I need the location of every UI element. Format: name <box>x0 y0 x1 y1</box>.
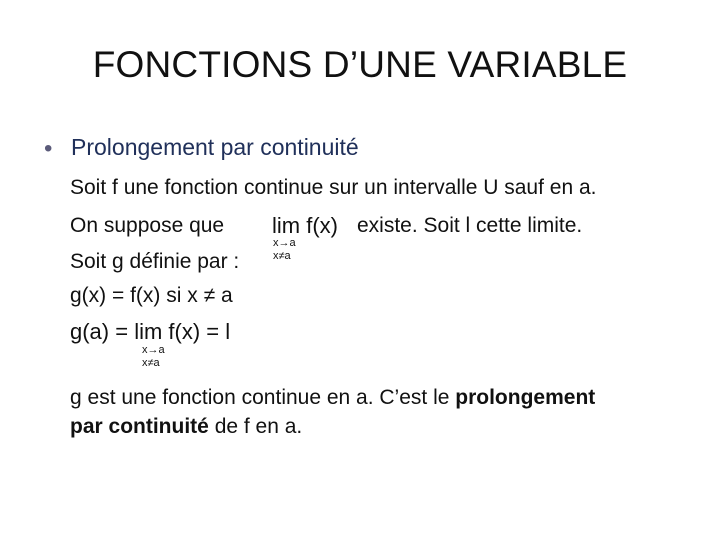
conclusion-bold-2: par continuité <box>70 415 209 438</box>
section-heading: Prolongement par continuité <box>71 134 359 160</box>
text-line-4: g(x) = f(x) si x ≠ a <box>70 284 233 307</box>
conclusion-text-1: g est une fonction continue en a. C’est le <box>70 386 450 409</box>
conclusion-bold-1: prolongement <box>455 386 596 409</box>
text-line-3: Soit g définie par : <box>70 250 240 273</box>
text-line-1: Soit f une fonction continue sur un intervalle U sauf en a. <box>70 176 597 199</box>
limit-expression: lim f(x) <box>272 213 338 238</box>
text-line-2-end: existe. Soit l cette limite. <box>357 214 583 237</box>
conclusion-line-1 <box>70 386 595 410</box>
bullet-icon: • <box>44 135 53 162</box>
conclusion-text-2: de f en a. <box>214 415 303 438</box>
limit-subscript-2: x≠a <box>273 250 291 262</box>
formula-expression: g(a) = lim f(x) = l <box>70 319 231 344</box>
conclusion-line-2 <box>70 415 302 439</box>
formula-subscript-1: x→a <box>142 344 165 356</box>
slide-title: FONCTIONS D’UNE VARIABLE <box>92 44 628 85</box>
text-line-2-start: On suppose que <box>70 214 225 237</box>
limit-subscript-1: x→a <box>273 237 296 249</box>
formula-subscript-2: x≠a <box>142 357 160 369</box>
